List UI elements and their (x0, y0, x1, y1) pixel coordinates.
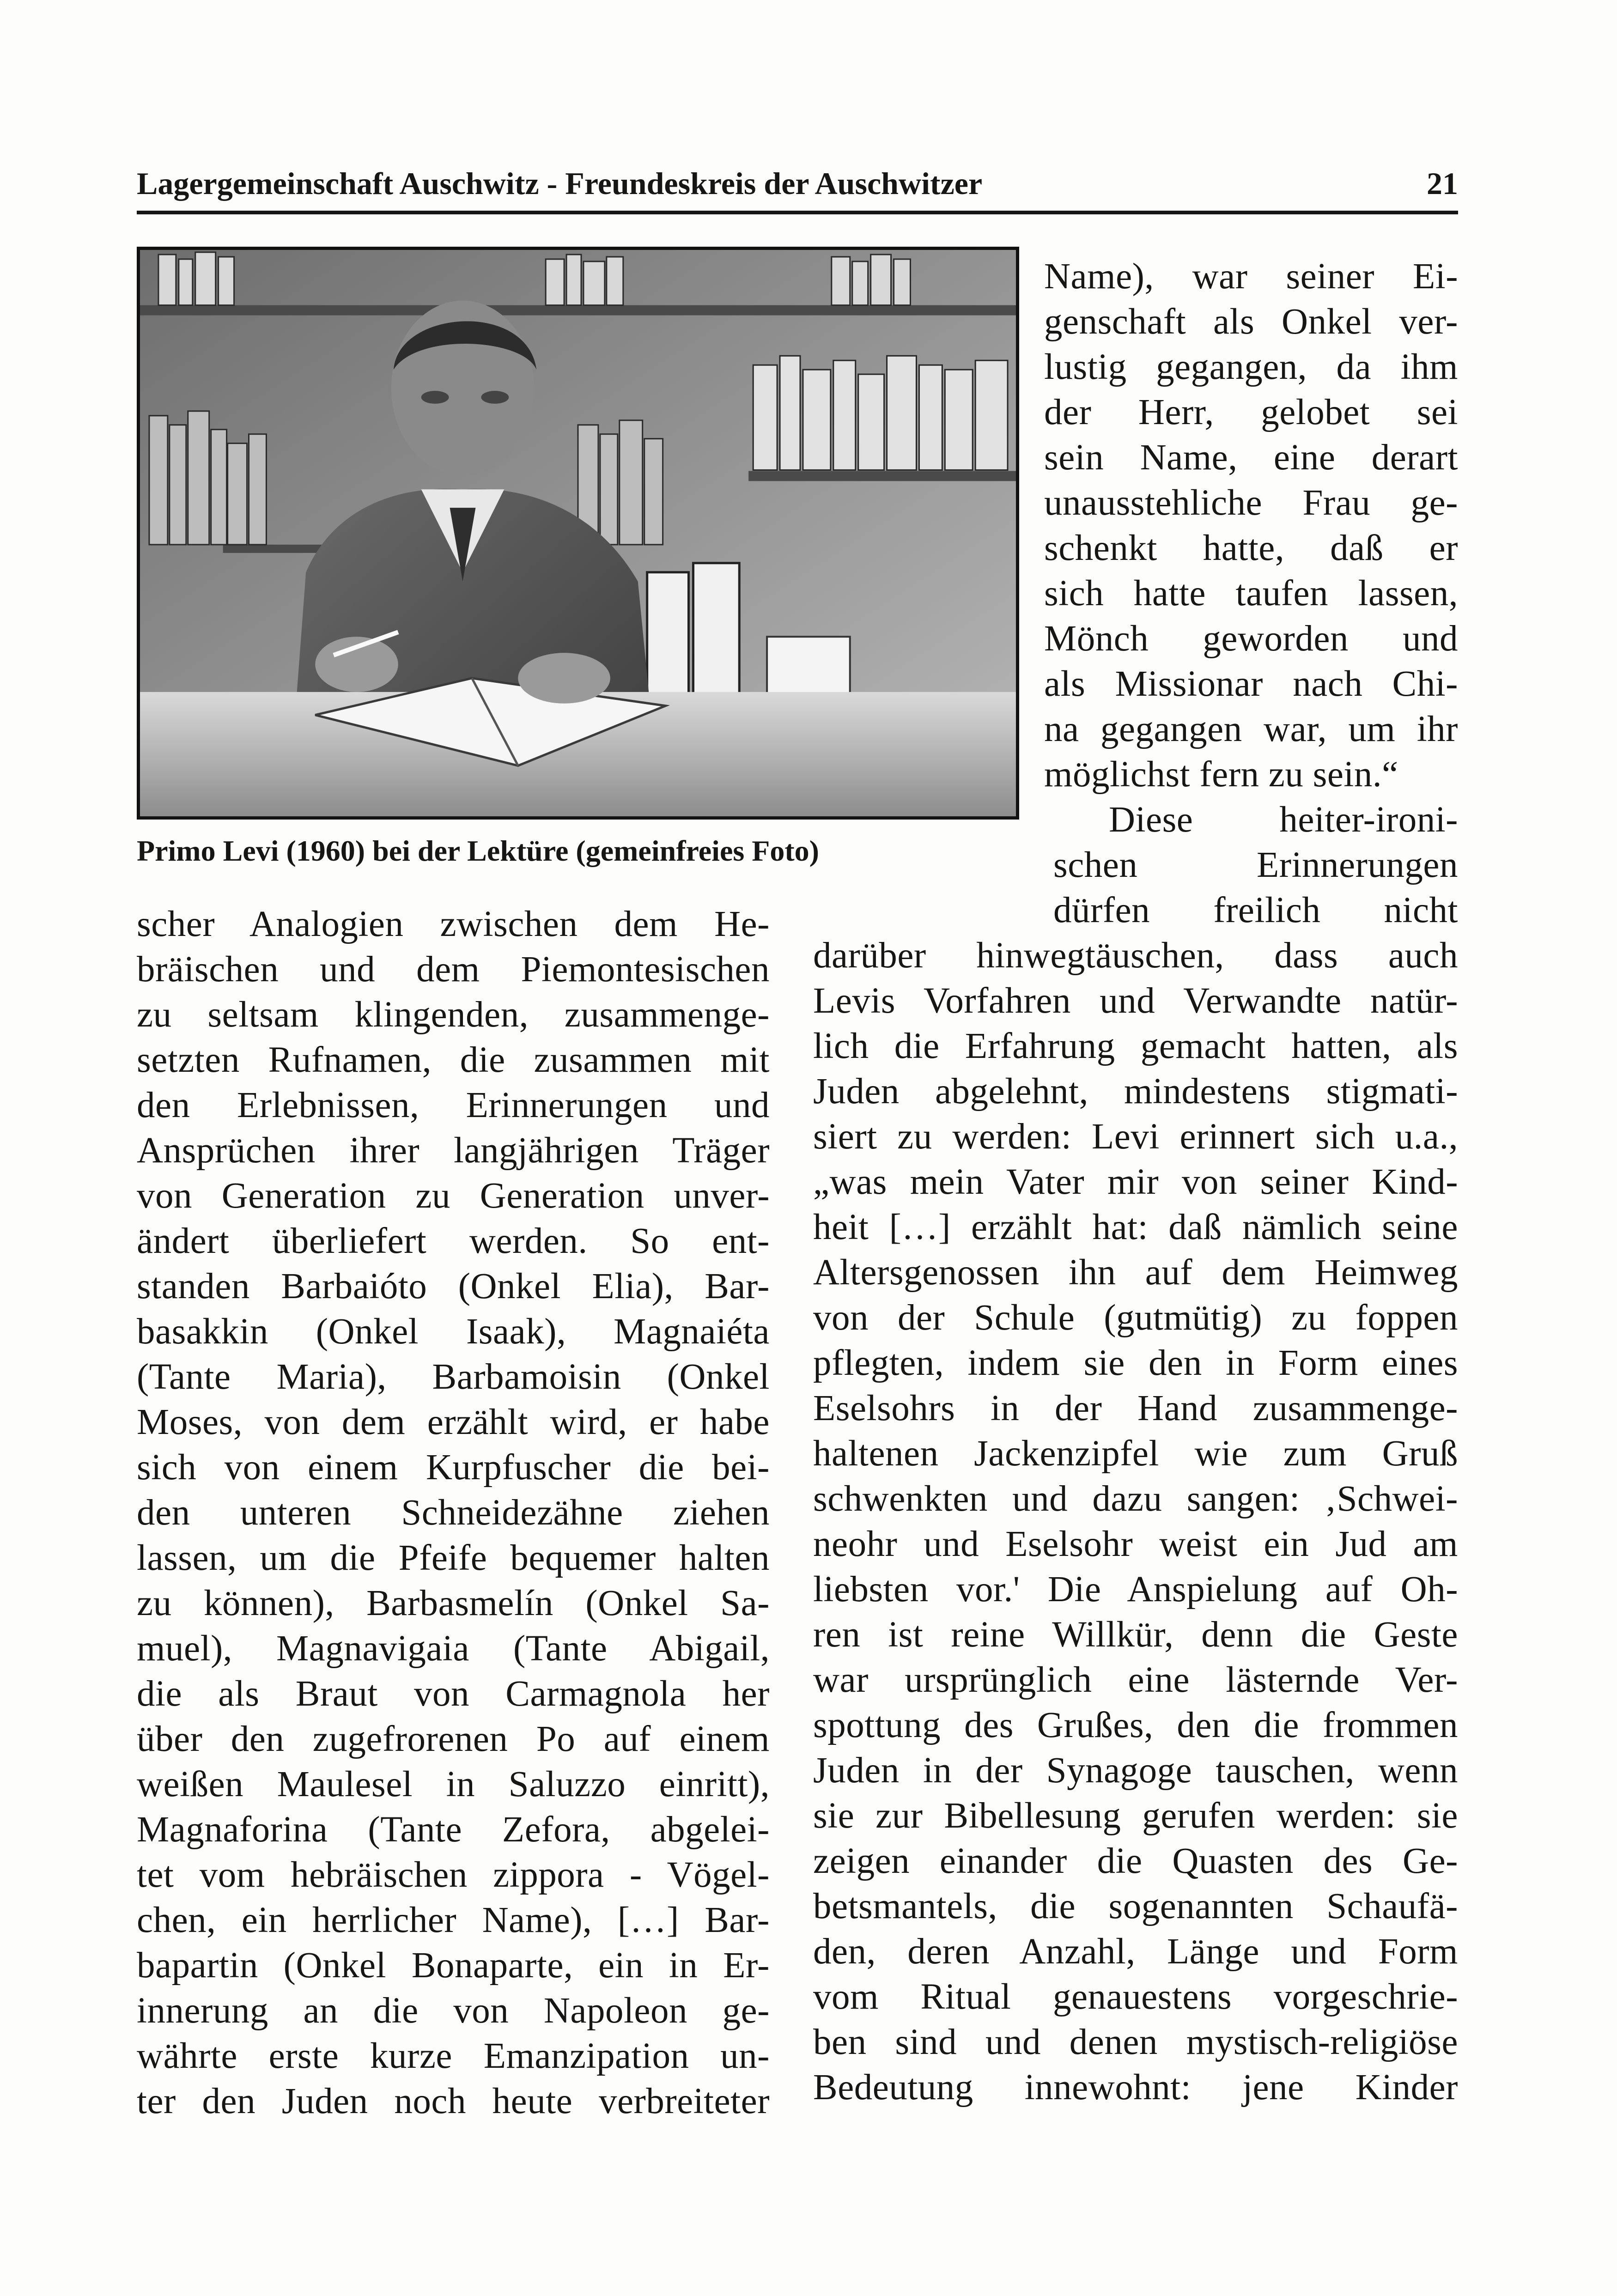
text-line: darüber hinwegtäuschen, dass auch (813, 935, 1458, 976)
text-line: standen Barbaióto (Onkel Elia), Bar- (137, 1266, 770, 1306)
text-line: basakkin (Onkel Isaak), Magnaiéta (137, 1312, 770, 1352)
text-line: Ansprüchen ihrer langjährigen Träger (137, 1130, 770, 1171)
text-line: muel), Magnavigaia (Tante Abigail, (137, 1628, 770, 1669)
photo-illustration (140, 250, 1016, 816)
text-line: tet vom hebräischen zippora - Vögel- (137, 1855, 770, 1895)
text-line: Eselsohrs in der Hand zusammenge- (813, 1388, 1458, 1428)
text-line: lassen, um die Pfeife bequemer halten (137, 1538, 770, 1578)
text-line: Bedeutung innewohnt: jene Kinder (813, 2067, 1458, 2108)
text-line: Altersgenossen ihn auf dem Heimweg (813, 1252, 1458, 1293)
text-line: ter den Juden noch heute verbreiteter (137, 2081, 770, 2121)
journal-title: Lagergemeinschaft Auschwitz - Freundeskreis der Auschwitzer (137, 166, 983, 201)
text-line: vom Ritual genauestens vorgeschrie- (813, 1977, 1458, 2017)
text-line: als Missionar nach Chi- (1044, 664, 1458, 704)
text-line: schwenkten und dazu sangen: ‚Schwei- (813, 1479, 1458, 1519)
text-line: siert zu werden: Levi erinnert sich u.a., (813, 1117, 1458, 1157)
text-line: genschaft als Onkel ver- (1044, 302, 1458, 342)
text-line: sich von einem Kurpfuscher die bei- (137, 1447, 770, 1488)
text-line: Name), war seiner Ei- (1044, 256, 1458, 297)
text-line: haltenen Jackenzipfel wie zum Gruß (813, 1433, 1458, 1474)
text-line: spottung des Grußes, den die frommen (813, 1705, 1458, 1745)
text-line: zu seltsam klingenden, zusammenge- (137, 995, 770, 1035)
text-line: Magnaforina (Tante Zefora, abgelei- (137, 1810, 770, 1850)
text-line: Moses, von dem erzählt wird, er habe (137, 1402, 770, 1442)
text-line: „was mein Vater mir von seiner Kind- (813, 1162, 1458, 1202)
text-line: chen, ein herrlicher Name), […] Bar- (137, 1900, 770, 1940)
text-line: pflegten, indem sie den in Form eines (813, 1343, 1458, 1383)
photo-primo-levi (137, 247, 1019, 820)
text-line: dürfen freilich nicht (1053, 890, 1458, 930)
text-line: der Herr, gelobet sei (1044, 392, 1458, 432)
text-line: scher Analogien zwischen dem He- (137, 904, 770, 944)
text-line: neohr und Eselsohr weist ein Jud am (813, 1524, 1458, 1564)
text-line: Levis Vorfahren und Verwandte natür- (813, 981, 1458, 1021)
text-line: (Tante Maria), Barbamoisin (Onkel (137, 1357, 770, 1397)
text-line: den Erlebnissen, Erinnerungen und (137, 1085, 770, 1125)
text-line: ren ist reine Willkür, denn die Geste (813, 1615, 1458, 1655)
text-line: war ursprünglich eine lästernde Ver- (813, 1660, 1458, 1700)
text-line: betsmantels, die sogenannten Schaufä- (813, 1886, 1458, 1926)
text-line: möglichst fern zu sein.“ (1044, 754, 1398, 795)
page-number: 21 (1427, 166, 1458, 201)
header-rule (137, 211, 1458, 214)
photo-caption: Primo Levi (1960) bei der Lektüre (gemeinfreies Foto) (137, 834, 819, 867)
text-line: den, deren Anzahl, Länge und Form (813, 1932, 1458, 1972)
text-line: über den zugefrorenen Po auf einem (137, 1719, 770, 1759)
text-line: zu können), Barbasmelín (Onkel Sa- (137, 1583, 770, 1623)
text-line: den unteren Schneidezähne ziehen (137, 1493, 770, 1533)
text-line: ben sind und denen mystisch-religiöse (813, 2022, 1458, 2062)
text-line: währte erste kurze Emanzipation un- (137, 2036, 770, 2076)
text-line: von der Schule (gutmütig) zu foppen (813, 1298, 1458, 1338)
text-line: bapartin (Onkel Bonaparte, ein in Er- (137, 1945, 770, 1986)
text-line: Mönch geworden und (1044, 619, 1458, 659)
text-line: sie zur Bibellesung gerufen werden: sie (813, 1796, 1458, 1836)
text-line: die als Braut von Carmagnola her (137, 1674, 770, 1714)
running-header (137, 163, 1458, 204)
text-line: Juden abgelehnt, mindestens stigmati- (813, 1071, 1458, 1112)
text-line: Juden in der Synagoge tauschen, wenn (813, 1750, 1458, 1791)
text-line: setzten Rufnamen, die zusammen mit (137, 1040, 770, 1080)
text-line: lustig gegangen, da ihm (1044, 347, 1458, 387)
text-line: schen Erinnerungen (1053, 845, 1458, 885)
text-line: weißen Maulesel in Saluzzo einritt), (137, 1764, 770, 1804)
text-line: sich hatte taufen lassen, (1044, 573, 1458, 613)
text-line: bräischen und dem Piemontesischen (137, 949, 770, 990)
text-line: lich die Erfahrung gemacht hatten, als (813, 1026, 1458, 1066)
text-line: unausstehliche Frau ge- (1044, 483, 1458, 523)
text-line: schenkt hatte, daß er (1044, 528, 1458, 568)
text-line: heit […] erzählt hat: daß nämlich seine (813, 1207, 1458, 1247)
text-line: liebsten vor.' Die Anspielung auf Oh- (813, 1569, 1458, 1610)
text-line: ändert überliefert werden. So ent- (137, 1221, 770, 1261)
text-line: Diese heiter-ironi- (1109, 800, 1458, 840)
text-line: na gegangen war, um ihr (1044, 709, 1458, 749)
text-line: zeigen einander die Quasten des Ge- (813, 1841, 1458, 1881)
text-line: innerung an die von Napoleon ge- (137, 1991, 770, 2031)
text-line: von Generation zu Generation unver- (137, 1176, 770, 1216)
text-line: sein Name, eine derart (1044, 437, 1458, 478)
